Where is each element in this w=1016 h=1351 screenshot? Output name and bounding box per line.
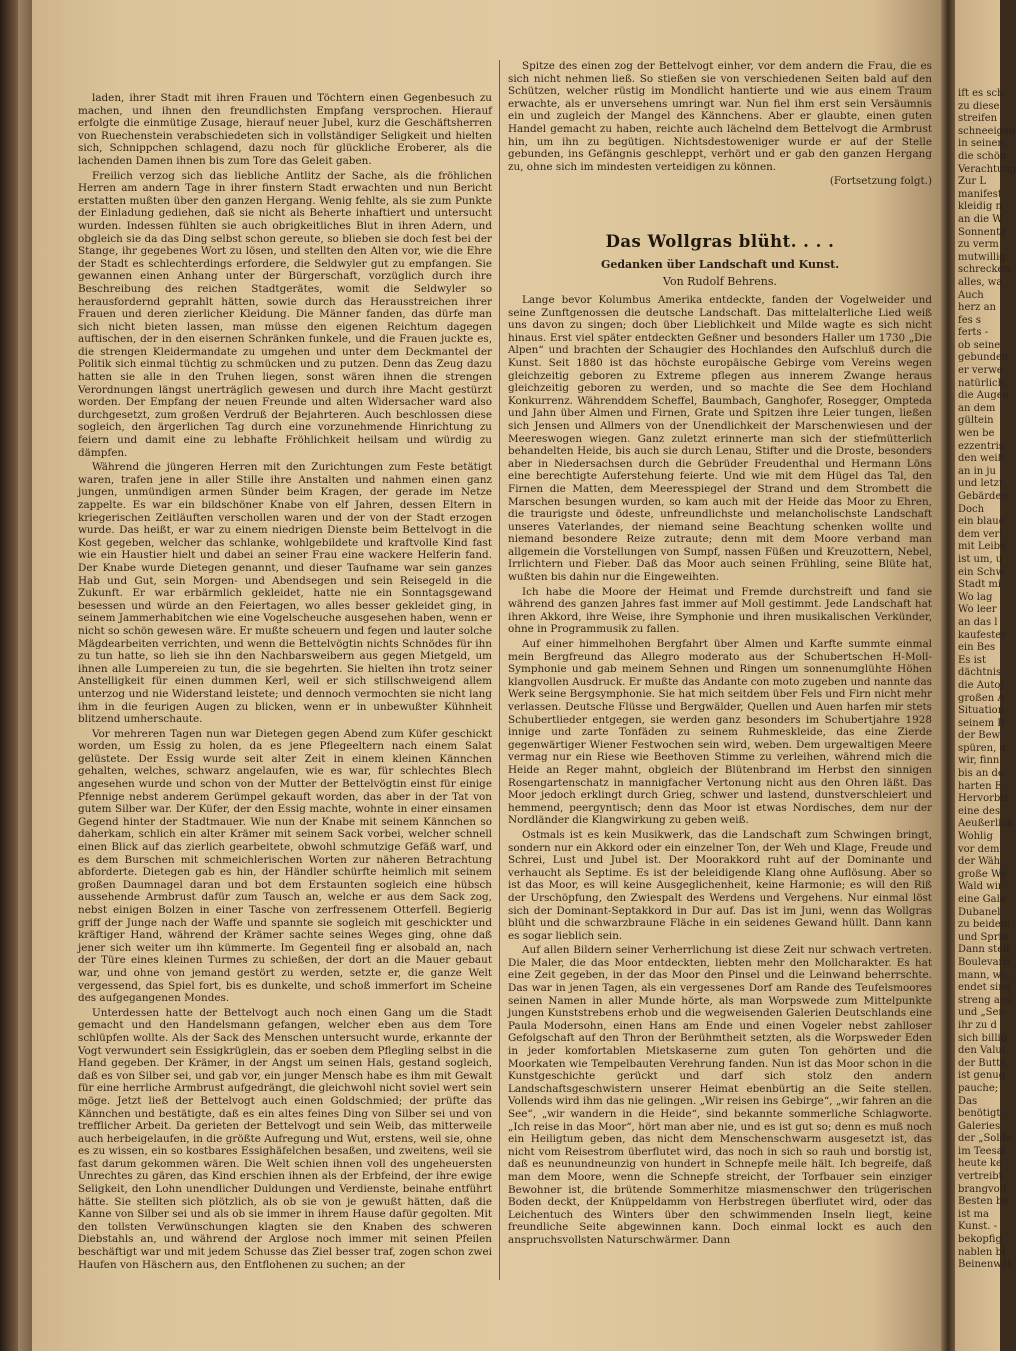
- facing-page-line: streng aus: [958, 994, 1012, 1006]
- facing-page-line: Dann stell: [958, 944, 1010, 956]
- facing-page-line: wen be: [958, 428, 995, 440]
- facing-page-line: zu verm: [958, 239, 999, 251]
- facing-page-line: der „Solde: [958, 1133, 1012, 1145]
- facing-page-line: an dem: [958, 402, 996, 414]
- facing-page-line: Das: [958, 1095, 978, 1107]
- article-paragraph-5: Auf allen Bildern seiner Verherrlichung ist diese Zeit nur schwach vertreten. Die Maler, die das Moor entdeckten, liebten mehr den Mollcharakter. Es hat eine Zeit gegeben, in der das Moor den Pinsel und die Leinwand beherrschte. Das war in jenen Tagen, als ein vergessenes Dorf am Rande des Teufelsmoores seinen Namen in aller Munde hörte, als man Worpswede zum Mittelpunkte jungen Kunststrebens erhob und die wegweisenden Galerien Deutschlands eine Paula Modersohn, einen Hans am Ende und einen Vogeler nebst zahlloser Gefolgschaft auf den Thron der Berühmtheit setzten, als die Worpsweder Eden in jeder komfortablen Mietskaserne zum guten Ton gehörten und die Moorkaten wie Tempelbauten Verehrung fanden. Nun ist das Moor schon in die Kunstgeschichte gerückt und darf sich stolz den andern Landschaftsgeschwistern unserer Heimat ebenbürtig an die Seite stellen. Vollends wird ihm das nie gelingen. „Wir reisen ins Gebirge“, „wir fahren an die See“, „wir wandern in die Heide“, sind bekannte sommerliche Schlagworte. „Ich reise in das Moor“, hört man aber nie, und es ist gut so; denn es muß noch ein Heiligtum geben, das nicht dem Menschenschwarm ausgesetzt ist, das nicht vom Reisestrom überflutet wird, das noch in sich so rauh und borstig ist, daß es neunundneunzig von hundert in Schnepfe meile hält. Ich begreife, daß man dem Moore, wenn die Schnepfe streicht, der Torfbauer sein einziger Bewohner ist, die brütende Sommerhitze miasmenschwer den trügerischen Boden deckt, der Knüppeldamm von Herbstregen überflutet wird, oder das Leichentuch des Winters über den schwimmenden Inseln liegt, keine freundliche Seite abgewinnen kann. Doch einmal lockt es auch den anspruchsvollsten Naturschwärmer. Dann: [508, 944, 932, 1246]
- facing-page-line: der Butte: [958, 1057, 1007, 1069]
- facing-page-line: dem verl: [958, 528, 1003, 540]
- facing-page-line: brangvoll: [958, 1183, 1007, 1195]
- facing-page-line: spüren, d: [958, 742, 1006, 754]
- facing-page-line: in seinen: [958, 138, 1004, 150]
- facing-page-line: die Augen: [958, 390, 1010, 402]
- facing-page-line: ihr zu d: [958, 1019, 997, 1031]
- facing-page-line: und „Sen: [958, 1007, 1005, 1019]
- facing-page-line: mutwillig: [958, 251, 1006, 263]
- left-paragraph-5: Unterdessen hatte der Bettelvogt auch noch einen Gang um die Stadt gemacht und den Handelsmann gefangen, welcher eben aus dem Tore schlüpfen wollte. Als der Sack des Menschen untersucht wurde, erkannte der Vogt verwundert sein Essigkrüglein, das er soeben dem Pflegling selbst in die Hand gegeben. Der Krämer, in der Angst um seinen Hals, gestand sogleich, daß es von Silber sei, und gab vor, ein junger Mensch habe es ihm mit Gewalt für eine herrliche Armbrust aufgedrängt, die gleichwohl nicht soviel wert sein möge. Jetzt ließ der Bettelvogt auch einen Goldschmied; der prüfte das Kännchen und bestätigte, daß es ein altes feines Ding von Silber sei und von trefflicher Arbeit. Da gerieten der Bettelvogt und sein Weib, das mitterweile auch herbeigelaufen, in die größte Aufregung und Wut, erstens, weil sie, ohne es zu wissen, ein so kostbares Essighäfelchen besaßen, und zweitens, weil sie fast darum gekommen wären. Die Welt schien ihnen voll des ungeheuersten Unrechtes zu gären, das Kind erschien ihnen als der Erbfeind, der ihre ewige Seligkeit, den Lohn unendlicher Duldungen und Verdienste, beinahe entführt hätte. Sie stellten sich plötzlich, als ob sie von je gewußt hätten, daß die Kanne von Silber sei und als ob sie immer in ihrem Hause dafür gegolten. Mit den tollsten Verwünschungen klagten sie den Knaben des schweren Diebstahls an, und während der Arglose noch immer mit seinen Pfeilen beschäftigt war und mit jedem Schusse das Ziel besser traf, zogen schon zwei Haufen von Häschern aus, den Entflohenen zu suchen; an der: [78, 1006, 492, 1271]
- facing-page-line: Auch: [958, 289, 984, 301]
- article-paragraph-2: Ich habe die Moore der Heimat und Fremde durchstreift und fand sie während des ganzen Jahres fast immer auf Moll gestimmt. Jede Landschaft hat ihren Akkord, ihre Weise, ihre Symphonie und ihren musikalischen Verkünder, ohne in Programmusik zu fallen.: [508, 585, 932, 636]
- story-end-paragraph: Spitze des einen zog der Bettelvogt einher, vor dem andern die Frau, die es sich nicht nehmen ließ. So stießen sie von verschiedenen Seiten bald auf den Schützen, welcher rüstig im Mondlicht hantierte und wie aus einem Traum erwachte, als er unversehens umringt war. Nun fiel ihm erst sein Versäumnis ein und zugleich der Mangel des Kännchens. Aber er glaubte, einen guten Handel gemacht zu haben, reichte auch lächelnd dem Bettelvogt die Armbrust hin, um ihn zu begütigen. Nichtsdestoweniger wurde er auf der Stelle gebunden, ins Gefängnis geschleppt, verhört und er gab den ganzen Hergang zu, ohne sich im mindesten verteidigen zu können.: [508, 60, 932, 173]
- facing-page-line: kaufester: [958, 629, 1006, 641]
- facing-page-line: heute ke: [958, 1158, 1002, 1170]
- facing-page-line: große We: [958, 868, 1007, 880]
- facing-page-line: ist ma: [958, 1208, 989, 1220]
- article-author: Von Rudolf Behrens.: [663, 275, 777, 288]
- facing-page-line: fes s: [958, 314, 982, 326]
- facing-page-line: zu diese: [958, 100, 1000, 112]
- article-paragraph-4: Ostmals ist es kein Musikwerk, das die Landschaft zum Schwingen bringt, sondern nur ein Akkord oder ein einzelner Ton, der Weh und Klage, Freude und Schrei, Lust und Jubel ist. Der Moorakkord ruht auf der Dominante und verhaucht als Septime. Es ist der beleidigende Klang ohne Auflösung. Aber so ist das Moor, es will keine Ausgeglichenheit, keine Harmonie; es will den Riß der Urschöpfung, den Zwiespalt des Werdens und Vergehens. Nur einmal löst sich der Dominant-Septakkord in Dur auf. Das ist im Juni, wenn das Wollgras blüht und die schwarzbraune Fläche in ein seidenes Gewand hüllt. Dann kann es sogar lieblich sein.: [508, 828, 932, 942]
- facing-page-line: der Bew: [958, 730, 1001, 742]
- facing-page-line: im Teesal: [958, 1145, 1006, 1157]
- facing-page-line: manifest: [958, 188, 1002, 200]
- facing-page-line: Gebärden: [958, 491, 1008, 502]
- facing-page-line: Situation: [958, 705, 1005, 717]
- facing-page-line: alles, wa: [958, 276, 1003, 288]
- facing-page-line: ist um, u: [958, 553, 1003, 565]
- binding-edge: [18, 0, 32, 1351]
- facing-page-line: zu beidem: [958, 919, 1011, 931]
- facing-page-line: gültein: [958, 415, 994, 427]
- facing-page-line: mann, wi: [958, 969, 1005, 981]
- facing-page-line: ezzentris: [958, 440, 1004, 452]
- facing-page-line: eine des: [958, 805, 1001, 817]
- facing-page-line: Aeußerlich: [958, 818, 1014, 830]
- facing-page-line: ist genug: [958, 1070, 1006, 1082]
- column-divider: [499, 60, 500, 1280]
- page-gutter: [941, 0, 955, 1351]
- facing-page-line: kleidig n: [958, 201, 1002, 213]
- facing-page-text: [955, 88, 1016, 1272]
- facing-page-line: Sonnenta: [958, 226, 1007, 238]
- facing-page-line: Doch: [958, 503, 985, 515]
- facing-page-edge: [955, 0, 1016, 1351]
- facing-page-line: die schön: [958, 150, 1007, 162]
- facing-page-line: und letzt: [958, 478, 1003, 490]
- facing-page-line: an in ju: [958, 465, 996, 477]
- facing-page-line: die Autoj: [958, 679, 1004, 691]
- facing-page-line: Wohlig: [958, 831, 993, 843]
- right-column-story-end: [508, 60, 932, 188]
- facing-page-line: vertreibt: [958, 1171, 1003, 1183]
- facing-page-line: Wo lag: [958, 591, 993, 603]
- facing-page-line: ob seine: [958, 339, 1001, 351]
- facing-page-line: gebunden: [958, 352, 1009, 364]
- facing-page-line: sich billig: [958, 1032, 1008, 1044]
- facing-page-line: ferts -: [958, 327, 989, 339]
- facing-page-line: und Sprin: [958, 931, 1009, 943]
- facing-page-line: an die W: [958, 213, 1003, 225]
- facing-page-line: nablen bi: [958, 1246, 1006, 1258]
- article-subtitle: Gedanken über Landschaft und Kunst.: [600, 258, 840, 271]
- facing-page-line: ein Bes: [958, 642, 996, 654]
- facing-page-line: er verwe: [958, 365, 1003, 377]
- facing-page-line: ein Schw: [958, 566, 1005, 578]
- article-body: [508, 294, 932, 1344]
- facing-page-line: schrecken,: [958, 264, 1014, 276]
- facing-page-line: herz an: [958, 302, 996, 314]
- left-paragraph-1: laden, ihrer Stadt mit ihren Frauen und Töchtern einen Gegenbesuch zu machen, und ihnen den freundlichsten Empfang versprochen. Hierauf erfolgte die einmütige Zusage, hierauf neuer Jubel, kurz die Geschäftsherren von Ruechenstein verabschiedeten sich in vollständiger Seligkeit und hielten sich, Schnippchen schlagend, dazu noch für glückliche Eroberer, als die lachenden Damen ihnen bis zum Tore das Geleit gaben.: [78, 92, 492, 167]
- facing-page-line: mit Leibe: [958, 541, 1006, 553]
- facing-page-line: Beinenwäl: [958, 1259, 1011, 1271]
- facing-page-line: großen A: [958, 692, 1005, 704]
- facing-page-line: Besten be: [958, 1196, 1009, 1208]
- facing-page-line: ein blaue: [958, 516, 1005, 528]
- facing-page-line: benötigt,: [958, 1108, 1004, 1120]
- facing-page-line: Es ist: [958, 654, 986, 666]
- facing-page-line: seinem R: [958, 717, 1005, 729]
- facing-page-line: harten E: [958, 780, 1003, 792]
- left-column: [78, 92, 492, 1272]
- facing-page-line: ift es sch: [958, 88, 1004, 99]
- facing-page-line: Hervorbri: [958, 793, 1009, 805]
- facing-page-line: natürlich: [958, 377, 1005, 389]
- facing-page-line: Wald wir: [958, 881, 1003, 893]
- continued-note: (Fortsetzung folgt.): [829, 175, 932, 188]
- left-paragraph-2: Freilich verzog sich das liebliche Antlitz der Sache, als die fröhlichen Herren am andern Tage in ihrer finstern Stadt erwachten und nun Bericht erstatten mußten über den ganzen Hergang. Wenig fehlte, als sie zum Punkte der Einladung gediehen, daß sie nicht als Beherte inhaftiert und untersucht wurden. Indessen fühlten sie auch obrigkeitliches Blut in ihren Adern, und obgleich sie da das Ding selbst schon gereute, so blieben sie doch fest bei der Stange, ihr gegebenes Wort zu lösen, und stellten den Alten vor, wie die Ehre der Stadt es schlechterdings erfordere, die Seldwyler gut zu empfangen. Sie gewannen einen Anhang unter der Bürgerschaft, vorzüglich durch ihre Beschreibung des reichen Stadtgerätes, womit die Seldwyler so herausfordernd geprahlt hätten, sowie durch das Herausstreichen ihrer Frauen und deren zierlicher Kleidung. Die Männer fanden, das dürfe man sich nicht bieten lassen, man müsse den eigenen Reichtum dagegen auftischen, der in den eisernen Schränken funkele, und die Frauen juckte es, die strengen Kleidermandate zu umgehen und unter dem Deckmantel der Politik sich einmal tüchtig zu schmücken und zu putzen. Denn das Zeug dazu hatten sie alle in den Truhen liegen, sonst wären ihnen die strengen Verordnungen längst unerträglich gewesen und durch ihre Macht gestürzt worden. Der Empfang der neuen Freunde und alten Widersacher ward also durchgesetzt, zum großen Verdruß der Bejahrteren. Auch beschlossen diese sogleich, den ärgerlichen Tag durch eine vorzunehmende Hinrichtung zu feiern und damit eine zu lebhafte Fröhlichkeit heilsam und würdig zu dämpfen.: [78, 169, 492, 459]
- article-paragraph-1: Lange bevor Kolumbus Amerika entdeckte, fanden der Vogelweider und seine Zunftgenossen die deutsche Landschaft. Das mittelalterliche Lied weiß uns davon zu singen; doch über Lieblichkeit und Milde wagte es sich nicht hinaus. Erst viel später entdeckten Geßner und besonders Haller um 1730 „Die Alpen“ und brachten der Schaugier des Hochlandes den Aufschluß durch die Kunst. Seit 1880 ist das höchste europäische Gebirge vom Vereins wegen gleichzeitig geboren zu Extreme pflegen aus innerem Zwange heraus gleichzeitig geboren zu werden, und so machte die See dem Hochland Konkurrenz. Währenddem Scheffel, Baumbach, Ganghofer, Rosegger, Ompteda und Jahn über Almen und Firnen, Grate und Spitzen ihre Leier tungen, ließen sich Jensen und Allmers von der Unendlichkeit der Marschenwiesen und der Meereswogen wiegen. Ganz zuletzt erinnerte man sich der stiefmütterlich behandelten Heide, bis auch sie durch Lenau, Stifter und die Droste, besonders aber in Niedersachsen durch die Gebrüder Freudenthal und Hermann Löns eine berechtigte Auferstehung feierte. Und wie mit dem Hügel das Tal, den Firnen die Matten, dem Meeresspiegel der Strand und dem Strombett die Marschen besungen wurden, so kam auch mit der Heide das Moor zu Ehren, die traurigste und ödeste, unfreundlichste und melancholischste Landschaft unseres Vaterlandes, der niemand seine Beachtung schenken wollte und niemand besondere Reize zutraute; denn mit dem Moore verband man allgemein die Vorstellungen von Sumpf, nassen Füßen und Kreuzottern, Nebel, Irrlichtern und Fieber. Daß das Moor auch seinen Frühling, seine Blüte hat, wußten bis dahin nur die Eingeweihten.: [508, 294, 932, 584]
- left-paragraph-3: Während die jüngeren Herren mit den Zurichtungen zum Feste betätigt waren, trafen jene in aller Stille ihre Anstalten und nahmen einen ganz jungen, unmündigen armen Sünder beim Kragen, der gerade im Netze zappelte. Es war ein bildschöner Knabe von elf Jahren, dessen Eltern in kriegerischen Zeitläuften verschollen waren und der von der Stadt erzogen wurde. Das heißt, er war zu einem niedrigen Dienste beim Bettelvogt in die Kost gegeben, welcher das schlanke, wohlgebildete und kraftvolle Kind fast wie ein Haustier hielt und dabei an seiner Frau eine wackere Helferin fand. Der Knabe wurde Dietegen genannt, und dieser Taufname war sein ganzes Hab und Gut, sein Morgen- und Abendsegen und sein Reisegeld in die Zukunft. Er war erbärmlich gekleidet, hatte nie ein Sonntagsgewand besessen und würde an den Feiertagen, wo alles besser gekleidet ging, in seinem Jammerhabitchen wie eine Vogelscheuche ausgesehen haben, wenn er nicht so schön gewesen wäre. Er mußte scheuern und fegen und lauter solche Mägdearbeiten verrichten, und wenn die Bettelvögtin nichts Schnödes für ihn zu tun hatte, so lieh sie ihn den Nachbarsweibern aus gegen Mietgeld, um ihnen alle Lumpereien zu tun, die sie begehrten. Sie hielten ihn trotz seiner Anstelligkeit für einen dummen Kerl, weil er sich stillschweigend allem unterzog und nie Widerstand leistete; und dennoch vermochten sie nicht lang ihm in die feurigen Augen zu blicken, wenn er in unbewußter Kühnheit blitzend umherschaute.: [78, 461, 492, 726]
- facing-page-line: Kunst. -: [958, 1221, 998, 1233]
- facing-page-line: Boulevard: [958, 956, 1010, 968]
- facing-page-line: bekopfig: [958, 1234, 1002, 1246]
- facing-page-line: eine Gale: [958, 894, 1006, 905]
- facing-page-line: pauche;: [958, 1082, 999, 1094]
- facing-page-line: Stadt mi: [958, 579, 1002, 591]
- facing-page-line: Wo leer: [958, 604, 997, 616]
- facing-page-line: vor dem: [958, 843, 1000, 855]
- facing-page-line: den weiß: [958, 453, 1005, 465]
- facing-page-line: Dubanel: [958, 906, 1001, 918]
- facing-page-line: der Wäh: [958, 856, 1001, 868]
- facing-page-line: endet sind: [958, 982, 1012, 994]
- article-paragraph-3: Auf einer himmelhohen Bergfahrt über Almen und Karfte summte einmal mein Bergfreund das Allegro moderato aus der Schubertschen H-Moll-Symphonie und gab meinem Sehnen und Ringen um sonnenumglühte Höhen klangvollen Ausdruck. Er mußte das Andante con moto zugeben und nannte das Werk seine Bergsymphonie. Sie hat mich seitdem über Fels und Firn nicht mehr verlassen. Deutsche Flüsse und Bergwälder, Quellen und Auen harfen mir stets Schubertlieder entgegen, sie werden ganz besonders im Schubertjahre 1928 innige und zarte Tonfäden zu seinem Ruhmeskleide, das eine Zierde gegenwärtiger Wiener Festwochen sein wird, weben. Dem urgewaltigen Meere vermag nur ein Riese wie Beethoven Stimme zu verleihen, während mich die Heide an Reger mahnt, obgleich der Blütenbrand im Herbst den sinnigen Rosengartenschatz in mannigfacher Vertonung nicht aus den Ohren läßt. Das Moor jedoch erklingt durch Grieg, schwer und lastend, dunstverschleiert und hemmend, peergyntisch; denn das Moor ist etwas Nordisches, dem nur der Nordländer die Klangwirkung zu geben weiß.: [508, 638, 932, 827]
- facing-page-line: dächtnis: [958, 667, 1002, 679]
- left-paragraph-4: Vor mehreren Tagen nun war Dietegen gegen Abend zum Küfer geschickt worden, um Essig zu holen, da es jene Pflegeeltern nach einem Salat gelüstete. Der Essig wurde seit alter Zeit in einem kleinen Kännchen gehalten, welches, schwarz angelaufen, wie es war, für schlechtes Blech angesehen wurde und schon von der Mutter der Bettelvögtin einst für einige Pfennige nebst anderem Gerümpel gekauft worden, das aber in der Tat von gutem Silber war. Der Küfer, der den Essig machte, wohnte in einer einsamen Gegend hinter der Stadtmauer. Wie nun der Knabe mit seinem Kännchen so daherkam, schlich ein alter Krämer mit seinem Sack vorbei, welcher schnell einen Blick auf das zierlich gearbeitete, obwohl schmutzige Gefäß warf, und es dem Burschen mit schmeichlerischen Worten zur näheren Betrachtung abforderte. Dietegen gab es hin, der Händler schürfte heimlich mit seinem großen Daumnagel daran und bot dem Erstaunten sogleich eine hübsch aussehende Armbrust dafür zum Tausch an, welche er aus dem Sack zog, nebst einigen Bolzen in einer Tasche von zerfressenem Otterfell. Begierig griff der Junge nach der Waffe und spannte sie sogleich mit geschickter und kräftiger Hand, während der Krämer sachte seines Weges ging, ohne daß jener sich weiter um ihn kümmerte. Im Gegenteil fing er alsobald an, nach der Türe eines kleinen Turmes zu schießen, der dort an die Mauer gebaut war, und ohne von jemand gestört zu werden, setzte er, die ganze Welt vergessend, das Spiel fort, bis es dunkelte, und schoß immerfort im Scheine des aufgegangenen Mondes.: [78, 727, 492, 1005]
- facing-page-line: schneeigen: [958, 125, 1016, 137]
- facing-page-line: streifen: [958, 113, 998, 125]
- facing-page-line: wir, finn: [958, 755, 1000, 767]
- facing-page-line: den Valut: [958, 1045, 1006, 1057]
- facing-page-line: Verachtung: [958, 163, 1016, 175]
- article-title: Das Wollgras blüht. . . .: [605, 232, 835, 251]
- facing-page-line: Galeries: [958, 1120, 1001, 1132]
- facing-page-line: bis an de: [958, 768, 1004, 780]
- facing-page-line: Zur L: [958, 176, 986, 188]
- facing-page-line: an das l: [958, 616, 998, 628]
